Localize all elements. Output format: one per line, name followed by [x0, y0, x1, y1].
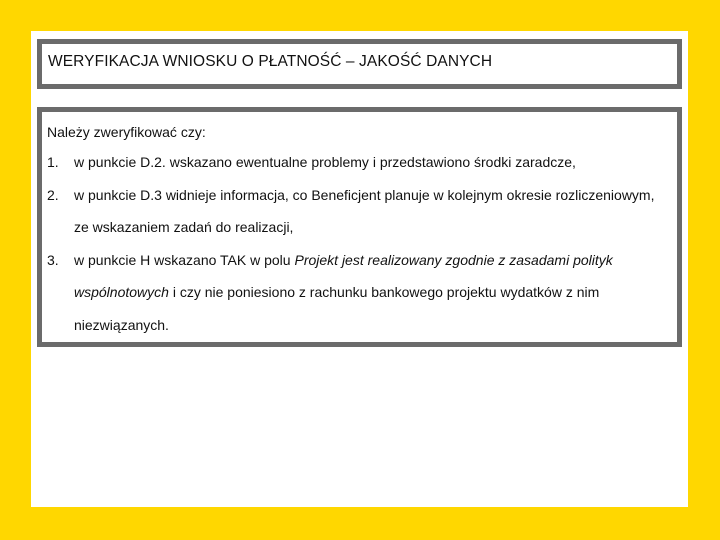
- content-box: [37, 107, 682, 347]
- list-item-text: w punkcie D.2. wskazano ewentualne problemy i przedstawiono środki zaradcze,: [74, 154, 576, 170]
- list-number: 3.: [47, 251, 59, 268]
- list-item-text-start: w punkcie H wskazano TAK w polu: [74, 251, 295, 268]
- list-item: [47, 244, 672, 342]
- checklist: [47, 146, 672, 341]
- intro-text: Należy zweryfikować czy:: [47, 124, 206, 140]
- list-item-text-end: i czy nie poniesiono z rachunku bankowego projektu wydatków z nim niezwiązanych.: [74, 284, 600, 333]
- slide: [31, 31, 688, 507]
- list-item-text-italic: Projekt jest realizowany zgodnie z zasadami polityk wspólnotowych: [74, 251, 613, 300]
- list-item: [47, 146, 672, 179]
- list-number: 2.: [47, 186, 59, 203]
- list-number: 1.: [47, 154, 59, 170]
- title-box: [37, 39, 682, 89]
- list-item-text: w punkcie D.3 widnieje informacja, co Beneficjent planuje w kolejnym okresie rozliczeniowym, ze wskazaniem zadań do realizacji,: [74, 186, 655, 235]
- slide-title: WERYFIKACJA WNIOSKU O PŁATNOŚĆ – JAKOŚĆ DANYCH: [48, 53, 493, 70]
- list-item: [47, 179, 672, 244]
